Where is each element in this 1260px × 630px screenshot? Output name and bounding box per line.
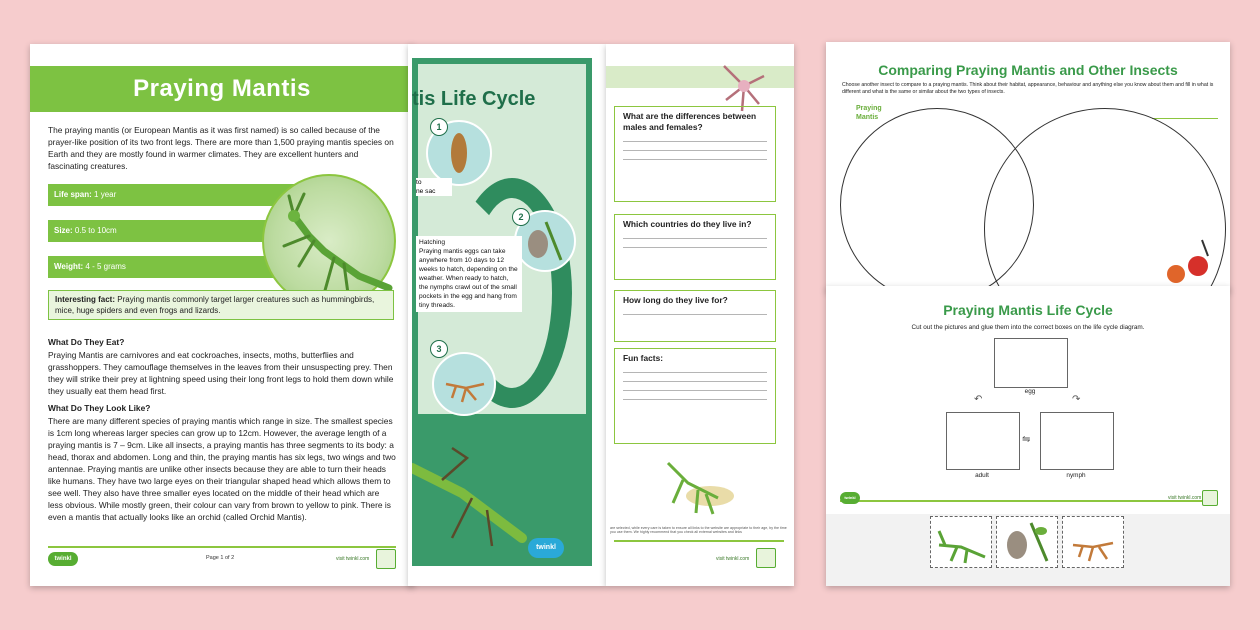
- question-text: Fun facts:: [623, 353, 664, 363]
- footer-divider: [840, 500, 1216, 502]
- eat-heading: What Do They Eat?: [48, 337, 125, 347]
- twinkl-logo: twinkl: [840, 492, 860, 504]
- answer-line[interactable]: [623, 381, 767, 382]
- poster-title: tis Life Cycle: [412, 88, 536, 110]
- adult-mantis-icon: [931, 517, 991, 567]
- interesting-fact-box: [48, 290, 394, 320]
- fact-label: Interesting fact:: [55, 295, 116, 304]
- site-link[interactable]: visit twinkl.com: [336, 556, 370, 562]
- site-link[interactable]: visit twinkl.com: [716, 556, 750, 562]
- twinkl-logo: twinkl: [48, 552, 78, 566]
- adult-label: adult: [975, 472, 989, 479]
- question-box: [614, 290, 776, 342]
- nymph-drop-box[interactable]: [1040, 412, 1114, 470]
- egg-drop-box[interactable]: [994, 338, 1068, 388]
- answer-line[interactable]: [623, 372, 767, 373]
- cut-out-card[interactable]: [1062, 516, 1124, 568]
- stage-number: 1: [430, 118, 448, 136]
- stat-value: 1 year: [94, 190, 117, 199]
- ootheca-icon: [997, 517, 1057, 567]
- look-paragraph: There are many different species of praying mantis which range in size. The smallest species is 1cm long whereas larger species can grow up to 12cm. However, the average length of a praying mantis is 7 – 9cm. Like all insects, a praying mantis has three segments to its body: a head, thorax and abdomen. Long and thin, the praying mantis has six legs, two wings and two antennae. Praying mantis are unlike other insects because they are able to turn their heads like humans. They have two large eyes on their triangular shaped head which allows them to see well. They also have three smaller eyes located on the middle of their head which are less obvious. While mostly green, their colour can vary from brown to yellow to pink. There is even a mantis that actually looks like an orchid (called Orchid Mantis).: [48, 416, 396, 522]
- question-box: [614, 214, 776, 280]
- quality-stamp-icon: [1202, 490, 1218, 506]
- venn-label-line-right[interactable]: [1152, 118, 1218, 119]
- stat-label: Weight:: [54, 262, 84, 271]
- answer-line[interactable]: [623, 141, 767, 142]
- answer-line[interactable]: [623, 238, 767, 239]
- page-number: Page 1 of 2: [206, 555, 235, 561]
- hatching-note: Hatching Praying mantis eggs can take anywhere from 10 days to 12 weeks to hatch, depending on the weather. When ready to hatch, the nymphs crawl out of the small pockets in the egg and hang from tiny threads.: [416, 236, 522, 312]
- research-sheet: [606, 44, 794, 586]
- nymph-icon: [1063, 517, 1123, 567]
- stat-value: 4 - 5 grams: [85, 262, 126, 271]
- poster-frame: [412, 58, 592, 566]
- mantis-illustration: [262, 174, 396, 308]
- question-box: [614, 348, 776, 444]
- question-text: What are the differences between males and females?: [623, 111, 757, 132]
- question-text: Which countries do they live in?: [623, 219, 752, 229]
- ladybird-icon: [1156, 228, 1226, 288]
- cycle-arrow-icon: ↶: [974, 394, 983, 405]
- answer-line[interactable]: [623, 390, 767, 391]
- venn-label-left: Praying Mantis: [856, 105, 882, 121]
- lifecycle-poster-sheet: [408, 44, 606, 586]
- factfile-sheet: [30, 44, 414, 586]
- page-title: Praying Mantis: [133, 75, 311, 102]
- answer-line[interactable]: [623, 247, 767, 248]
- venn-instructions: Choose another insect to compare to a praying mantis. Think about their habitat, appearance, behaviour and anything else you know about them and fill in what is different and what is the same or similar about the two types of insects.: [842, 82, 1214, 95]
- stat-label: Size:: [54, 226, 73, 235]
- nymph-stage-image: [432, 352, 496, 416]
- title-bar: [30, 66, 414, 112]
- cut-out-card[interactable]: [930, 516, 992, 568]
- answer-line[interactable]: [623, 314, 767, 315]
- answer-line[interactable]: [623, 159, 767, 160]
- look-heading: What Do They Look Like?: [48, 403, 151, 413]
- note-fragment: to ne sac: [416, 178, 452, 196]
- adult-mantis-icon: [412, 438, 532, 548]
- mantis-icon: [648, 448, 738, 518]
- stat-label: Life span:: [54, 190, 92, 199]
- cycle-arrow-icon: ↷: [1072, 394, 1081, 405]
- quality-stamp-icon: [376, 549, 396, 569]
- venn-sheet: [826, 42, 1230, 292]
- question-text: How long do they live for?: [623, 295, 728, 305]
- cycle-arrow-icon: ⇋: [1022, 434, 1031, 445]
- footer-divider: [48, 546, 396, 548]
- legal-text: are selected, while every care is taken to ensure all links to the website are appropriate to their age, by the time you use them. We highly recommend that you check all external websites and links: [610, 526, 787, 534]
- twinkl-logo: twinkl: [528, 538, 564, 558]
- quality-stamp-icon: [756, 548, 776, 568]
- stage-number: 3: [430, 340, 448, 358]
- question-box: [614, 106, 776, 202]
- cut-and-stick-sheet: [826, 286, 1230, 586]
- nymph-label: nymph: [1066, 472, 1086, 479]
- lifecycle-instructions: Cut out the pictures and glue them into the correct boxes on the life cycle diagram.: [911, 324, 1145, 331]
- intro-paragraph: The praying mantis (or European Mantis as it was first named) is so called because of the prayer-like position of its two front legs. There are more than 1,500 praying mantis species on Earth and they are mostly found in warmer climates. They are excellent hunters and fascinating creatures.: [48, 125, 394, 171]
- eat-paragraph: Praying Mantis are carnivores and eat cockroaches, insects, moths, butterflies and grasshoppers. They camouflage themselves in the leaves from their unsuspecting prey. Then they will strike their prey at lightning speed using their long front legs to hold them down while they usually eat them head first.: [48, 350, 394, 396]
- answer-line[interactable]: [623, 399, 767, 400]
- footer-divider: [614, 540, 784, 542]
- nymph-icon: [434, 354, 494, 414]
- answer-line[interactable]: [623, 150, 767, 151]
- egg-label: egg: [1024, 388, 1036, 395]
- site-link[interactable]: visit twinkl.com: [1168, 495, 1202, 501]
- fact-text: Praying mantis commonly target larger creatures such as hummingbirds, mice, huge spiders and even frogs and lizards.: [55, 295, 375, 315]
- cut-out-card[interactable]: [996, 516, 1058, 568]
- venn-title: Comparing Praying Mantis and Other Insects: [878, 62, 1178, 78]
- lifecycle-title: Praying Mantis Life Cycle: [943, 302, 1113, 318]
- stage-number: 2: [512, 208, 530, 226]
- adult-drop-box[interactable]: [946, 412, 1020, 470]
- stat-value: 0.5 to 10cm: [74, 226, 117, 235]
- mantis-icon: [264, 176, 394, 306]
